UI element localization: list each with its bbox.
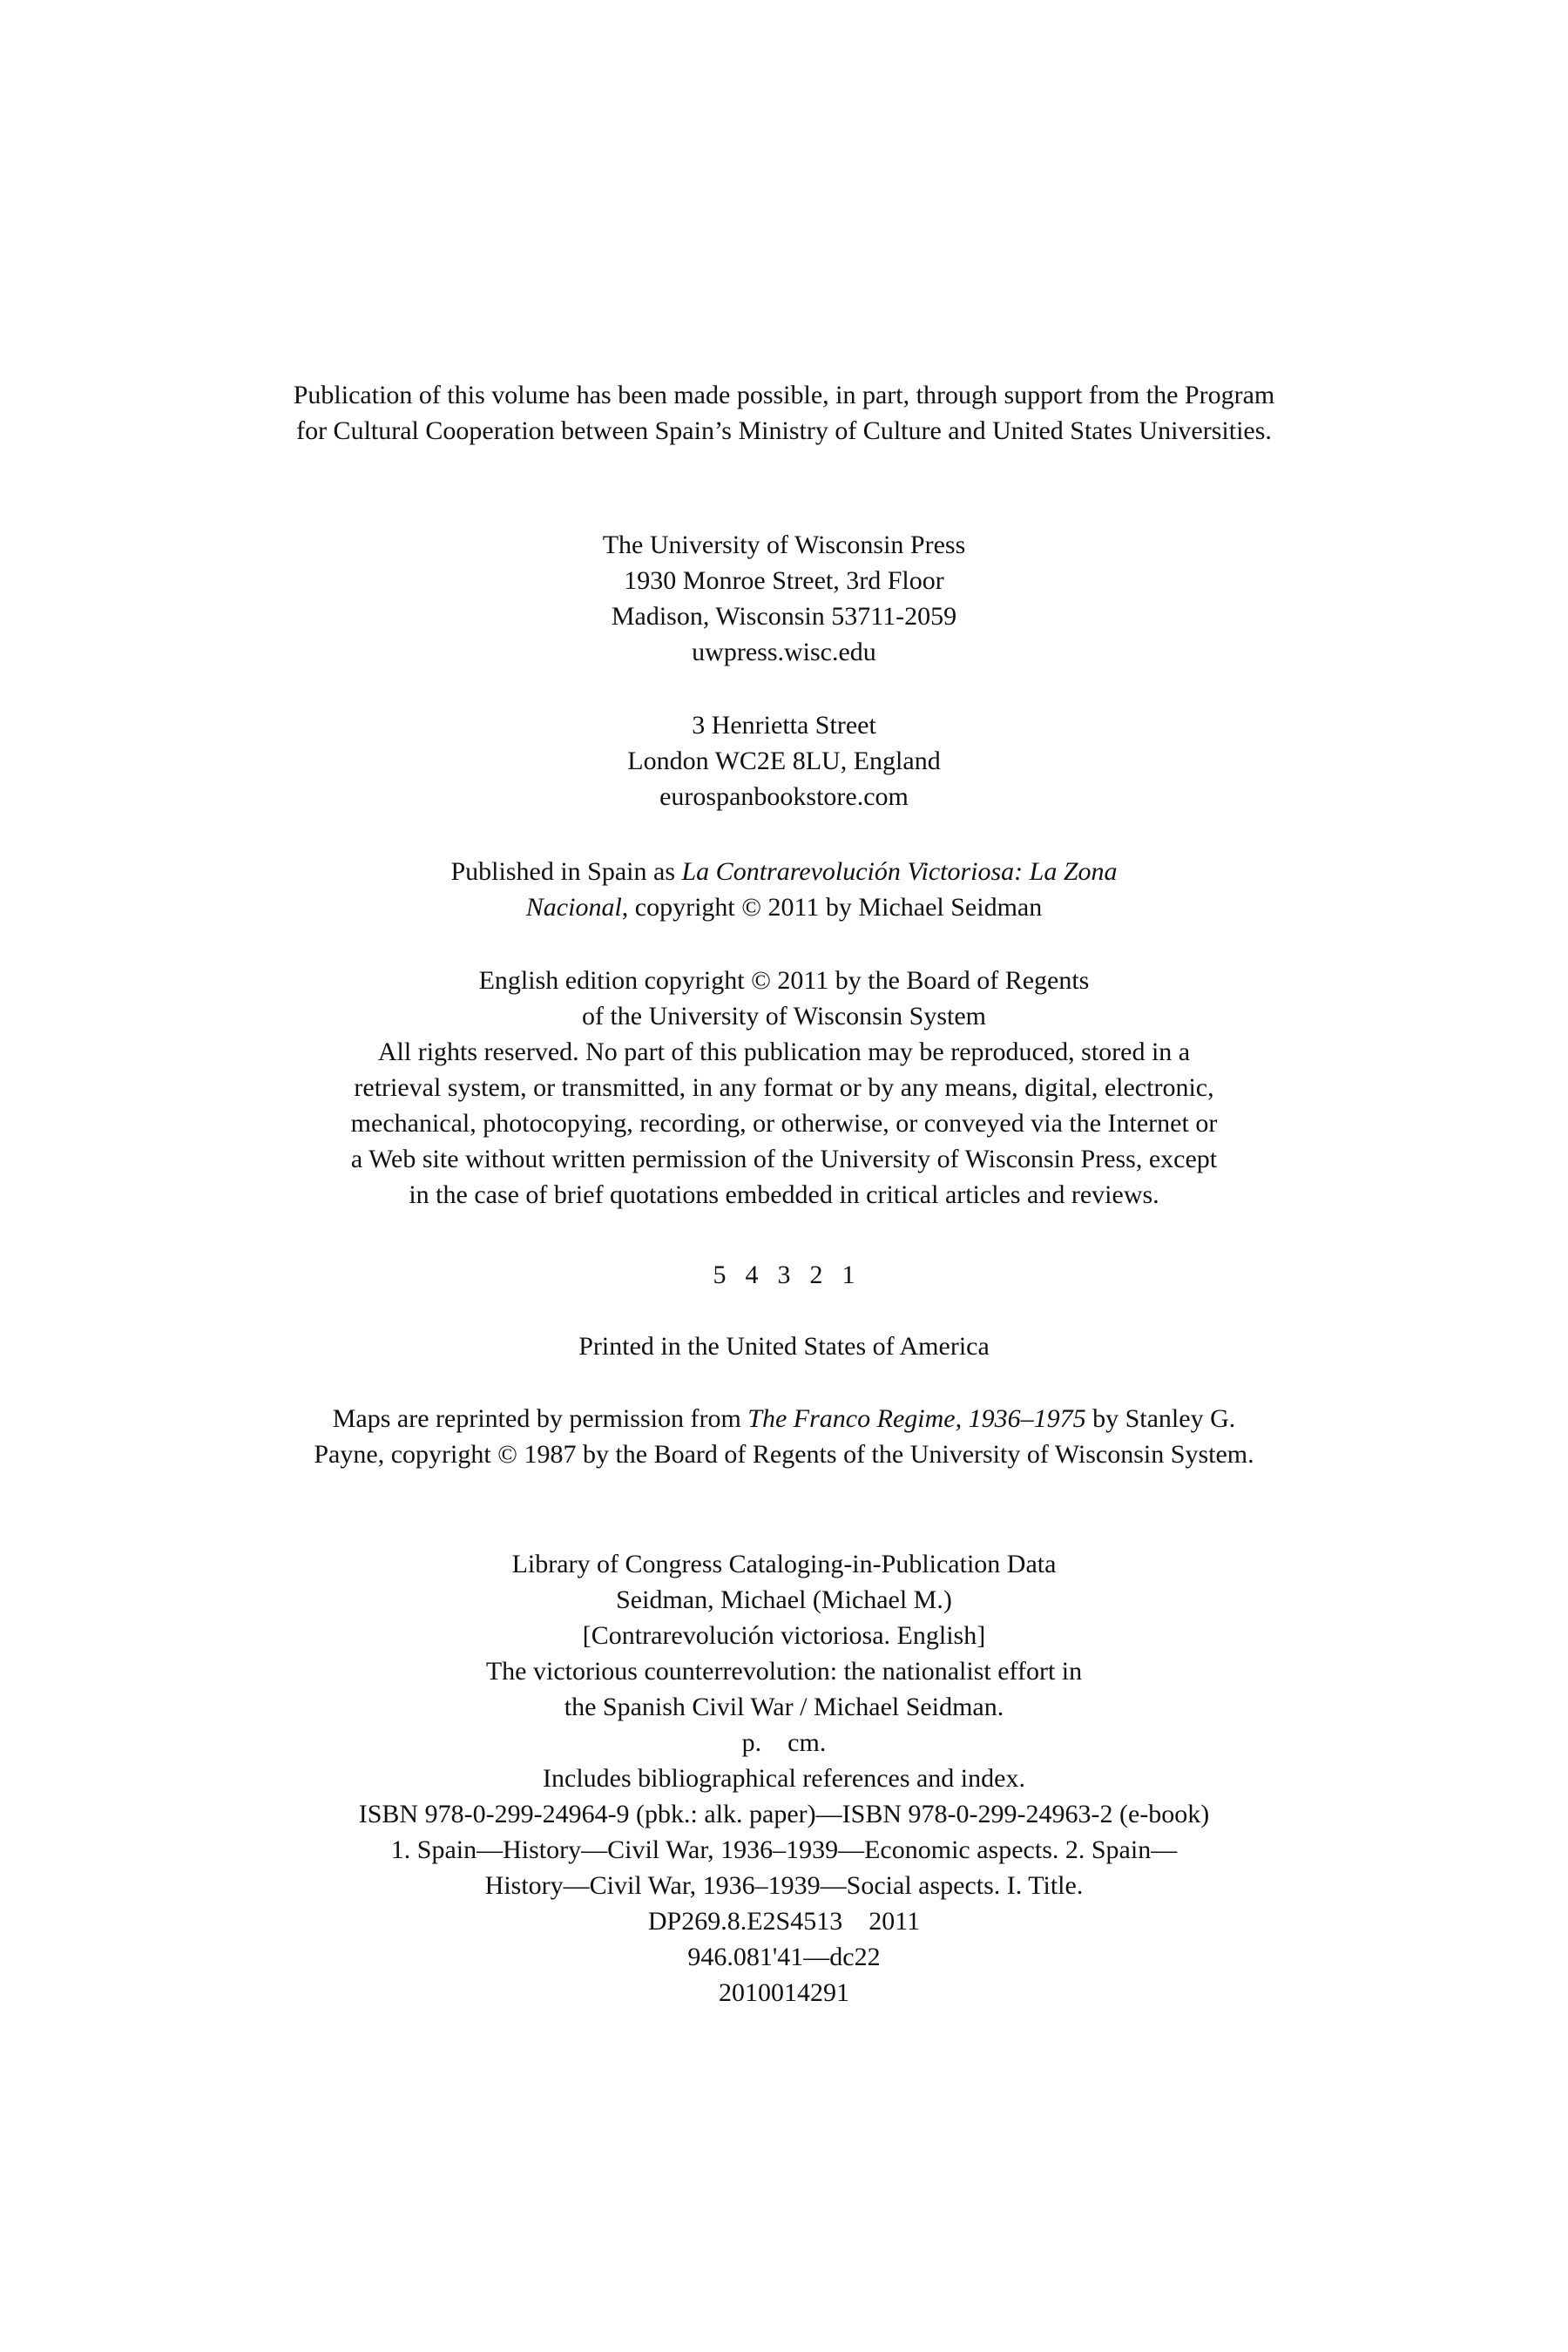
maps-credit-suffix: by Stanley G. (1085, 1404, 1236, 1433)
rights-line: retrieval system, or transmitted, in any format or by any means, digital, electronic, (354, 1073, 1214, 1102)
rights-line: mechanical, photocopying, recording, or otherwise, or conveyed via the Internet or (350, 1109, 1218, 1138)
english-copyright (0, 963, 1568, 1213)
english-copyright-line: English edition copyright © 2011 by the Board of Regents (478, 966, 1090, 995)
cip-line: 1. Spain—History—Civil War, 1936–1939—Economic aspects. 2. Spain— (390, 1835, 1178, 1864)
maps-credit-line: Payne, copyright © 1987 by the Board of Regents of the University of Wisconsin System. (314, 1440, 1254, 1469)
printing-numbers (0, 1257, 1568, 1293)
cip-line: Includes bibliographical references and index. (543, 1764, 1025, 1793)
maps-credit-title: The Franco Regime, 1936–1975 (747, 1404, 1086, 1433)
cip-line: DP269.8.E2S4513 2011 (647, 1907, 921, 1936)
london-city: London WC2E 8LU, England (627, 747, 941, 775)
english-copyright-line: of the University of Wisconsin System (581, 1002, 987, 1031)
printing-number: 4 (745, 1260, 759, 1289)
publisher-city: Madison, Wisconsin 53711-2059 (611, 602, 957, 631)
publisher-website: uwpress.wisc.edu (692, 638, 876, 666)
spain-edition-line (0, 854, 1568, 889)
cip-line: 946.081'41—dc22 (687, 1943, 881, 1971)
printing-number: 3 (777, 1260, 791, 1289)
spain-edition-prefix: Published in Spain as (450, 857, 682, 886)
printing-number: 5 (713, 1260, 727, 1289)
printed-in (0, 1328, 1568, 1364)
maps-credit-line (0, 1401, 1568, 1436)
publisher-name: The University of Wisconsin Press (602, 531, 966, 559)
maps-credit-prefix: Maps are reprinted by permission from (332, 1404, 748, 1433)
cip-line: 2010014291 (719, 1978, 849, 2007)
support-note (0, 377, 1568, 449)
cip-line: [Contrarevolución victoriosa. English] (582, 1621, 986, 1650)
cip-line: The victorious counterrevolution: the nationalist effort in (485, 1657, 1083, 1686)
publisher-address (0, 527, 1568, 670)
cip-data (0, 1546, 1568, 2011)
printing-number: 1 (841, 1260, 855, 1289)
spain-edition-line (0, 889, 1568, 925)
printed-in-line: Printed in the United States of America (578, 1332, 990, 1361)
spain-edition-title: La Contrarevolución Victoriosa: La Zona (681, 857, 1118, 886)
cip-line: ISBN 978-0-299-24964-9 (pbk.: alk. paper)—ISBN 978-0-299-24963-2 (e-book) (358, 1800, 1210, 1828)
spain-edition-suffix: , copyright © 2011 by Michael Seidman (621, 893, 1043, 922)
printing-numbers-line (0, 1257, 1568, 1293)
publisher-street: 1930 Monroe Street, 3rd Floor (624, 566, 944, 595)
spain-edition-title: Nacional (525, 893, 622, 922)
london-website: eurospanbookstore.com (659, 782, 909, 811)
london-address (0, 707, 1568, 814)
maps-credit (0, 1401, 1568, 1472)
spain-edition-note (0, 854, 1568, 925)
rights-line: in the case of brief quotations embedded in critical articles and reviews. (409, 1180, 1159, 1209)
cip-line: Library of Congress Cataloging-in-Publication Data (511, 1550, 1057, 1578)
cip-line: the Spanish Civil War / Michael Seidman. (564, 1693, 1004, 1721)
support-note-line: Publication of this volume has been made possible, in part, through support from the Program (293, 381, 1275, 409)
rights-line: All rights reserved. No part of this publication may be reproduced, stored in a (377, 1037, 1191, 1066)
london-street: 3 Henrietta Street (692, 711, 876, 740)
rights-line: a Web site without written permission of the University of Wisconsin Press, except (350, 1145, 1218, 1173)
cip-line: Seidman, Michael (Michael M.) (616, 1585, 952, 1614)
cip-line: p. cm. (741, 1728, 827, 1757)
printing-number: 2 (809, 1260, 823, 1289)
support-note-line: for Cultural Cooperation between Spain’s Ministry of Culture and United States Universities. (296, 416, 1272, 445)
cip-line: History—Civil War, 1936–1939—Social aspects. I. Title. (484, 1871, 1084, 1900)
